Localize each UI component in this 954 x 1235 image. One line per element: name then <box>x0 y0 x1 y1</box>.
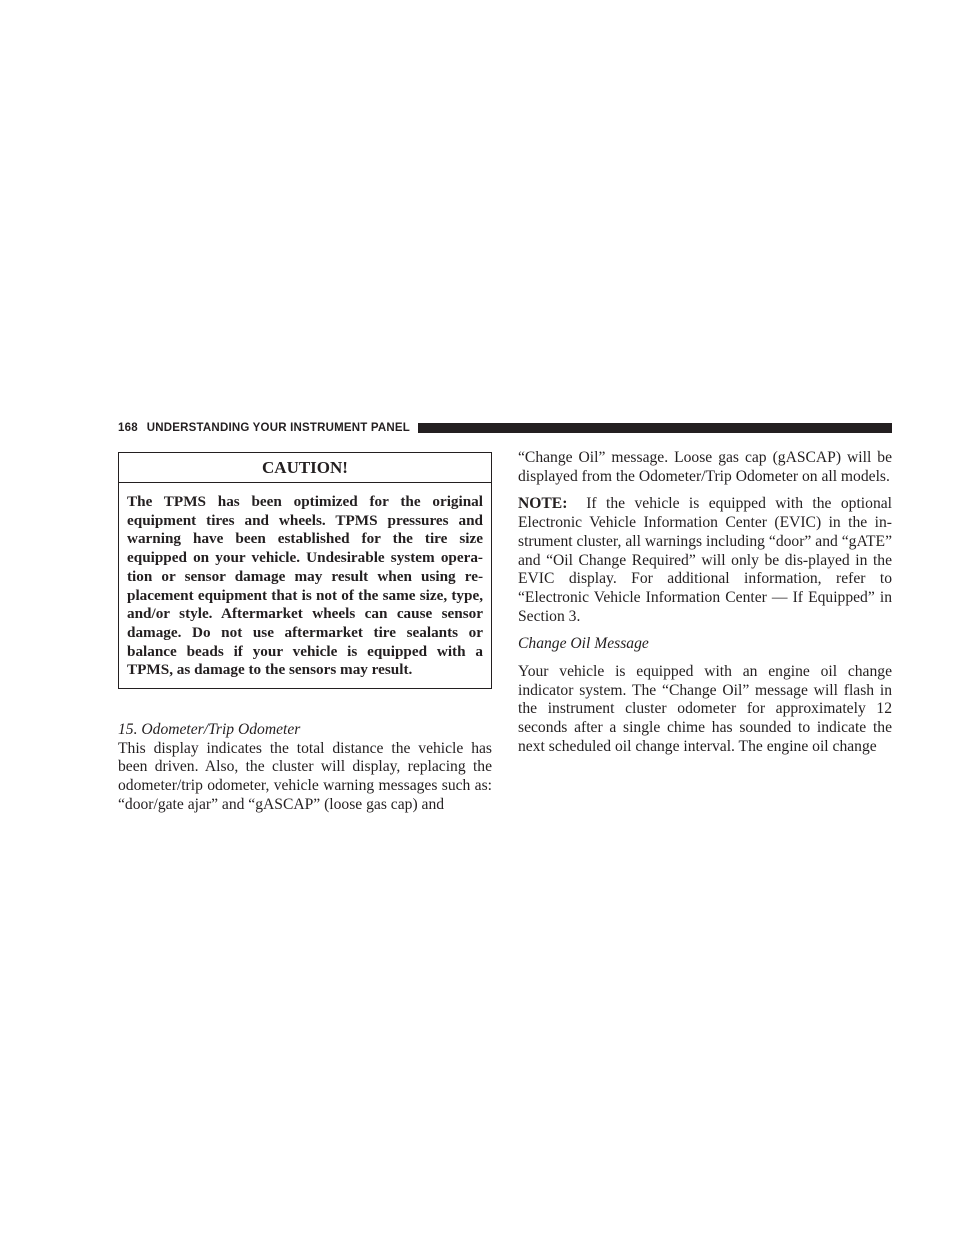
note-label: NOTE: <box>518 495 568 513</box>
continued-paragraph: “Change Oil” message. Loose gas cap (gASCAP) will be displayed from the Odometer/Trip Odometer on all models. <box>518 449 892 485</box>
odometer-heading: 15. Odometer/Trip Odometer <box>118 721 301 739</box>
caution-title: CAUTION! <box>119 453 491 483</box>
page-header <box>118 420 892 436</box>
note-paragraph <box>518 495 892 626</box>
change-oil-paragraph: Your vehicle is equipped with an engine oil change indicator system. The “Change Oil” message will flash in the instrument cluster odometer for approximately 12 seconds after a single chime has sounded to indicate the next scheduled oil change interval. The engine oil change <box>518 663 892 755</box>
header-rule-bar <box>418 423 892 433</box>
page-number: 168 <box>118 422 138 434</box>
change-oil-heading: Change Oil Message <box>518 635 649 653</box>
section-title: UNDERSTANDING YOUR INSTRUMENT PANEL <box>146 422 410 434</box>
caution-text: The TPMS has been optimized for the original equipment tires and wheels. TPMS pressures and warning have been established for the tire size equipped on your vehicle. Undesirable system opera-tion or sensor damage may result when using re-placement equipment that is not of the same size, type, and/or style. Aftermarket wheels can cause sensor damage. Do not use aftermarket tire sealants or balance beads if your vehicle is equipped with a TPMS, as damage to the sensors may result. <box>127 493 483 679</box>
odometer-paragraph: This display indicates the total distance the vehicle has been driven. Also, the cluster will display, replacing the odometer/trip odometer, vehicle warning messages such as: “door/gate ajar” and “gASCAP” (loose gas cap) and <box>118 739 492 813</box>
right-column <box>518 449 892 757</box>
left-column <box>118 449 492 815</box>
note-text: If the vehicle is equipped with the optional Electronic Vehicle Information Center (EVIC) in the in-strument cluster, all warnings including “door” and “gATE” and “Oil Change Required” will only be dis-played in the EVIC display. For additional information, refer to “Electronic Vehicle Information Center — If Equipped” in Section 3. <box>518 495 892 625</box>
caution-box <box>118 452 492 689</box>
